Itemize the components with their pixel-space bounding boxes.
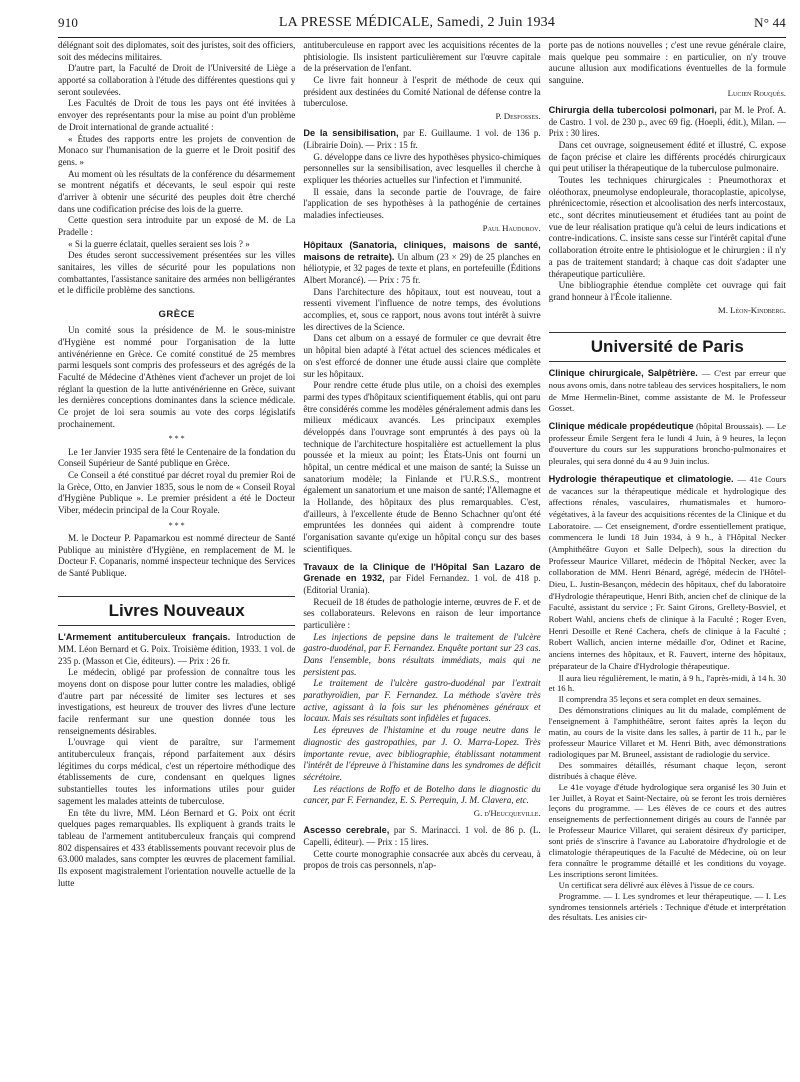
paragraph: Dans cet ouvrage, soigneusement édité et illustré, C. expose de façon précise et claire les différents procédés chirurgicaux qui peut utiliser la thérapeutique de la tuberculose pulmonaire.: [548, 139, 786, 174]
running-head: [58, 8, 786, 38]
paragraph: Des études seront successivement présentées sur les villes sanitaires, les villes de sécurité pour les populations non combattantes, l'assistance sanitaire des armées non belligérantes et le difficile problème des sanctions.: [58, 250, 296, 296]
separator-stars: * * *: [168, 434, 185, 444]
issue-number: N° 44: [754, 15, 786, 30]
book-meta: par S. Marinacci. 1 vol. de 86 p. (L. Capelli, éditeur). — Prix : 15 lires.: [303, 825, 541, 847]
section-title: Livres Nouveaux: [108, 600, 245, 620]
columns: [58, 40, 786, 1078]
notice-entry: [549, 421, 786, 468]
header-rule: [58, 37, 786, 38]
book-entry: [303, 128, 540, 151]
notice-text: (hôpital Broussais). — Le professeur Émile Sergent fera le lundi 4 Juin, à 9 heures, la leçon d'ouverture du cours sur les suppurations broncho-pulmonaires et pleurales, qui sera donné du 4 au 9 Juin inclus.: [548, 421, 786, 467]
paragraph: Programme. — I. Les syndromes et leur thérapeutique. — I. Les syndromes tensionnels artériels : Technique d'étude et interprétation des résultats. Les anisies cir-: [548, 890, 786, 923]
book-title: De la sensibilisation,: [303, 128, 399, 139]
column-2: [303, 40, 540, 1078]
book-entry: [303, 562, 540, 597]
paragraph: délégnant soit des diplomates, soit des juristes, soit des officiers, soit des médecins militaires.: [58, 40, 296, 62]
book-entry: [303, 825, 540, 848]
separator-stars: * * *: [168, 520, 185, 530]
signature: Paul Haudurov.: [482, 222, 541, 233]
paragraph: Le 1er Janvier 1935 sera fêté le Centenaire de la fondation du Conseil Supérieur de Santé publique en Grèce.: [58, 446, 296, 469]
column-3: [549, 40, 786, 1078]
paragraph: Ce livre fait honneur à l'esprit de méthode de ceux qui président aux destinées du Comité National de défense contre la tuberculose.: [303, 75, 541, 109]
paragraph: Les Facultés de Droit de tous les pays ont été invitées à envoyer des représentants pour la mise au point d'un problème de Droit international de grande actualité :: [58, 98, 296, 132]
paragraph: D'autre part, la Faculté de Droit de l'Université de Liège a apporté sa collaboration à l'étude des différentes questions qui y seront soulevées.: [58, 63, 296, 97]
book-title: Travaux de la Clinique de l'Hôpital San Lazaro de Grenade en 1932,: [303, 561, 541, 584]
book-entry: [549, 105, 786, 140]
book-entry: [58, 632, 295, 667]
paragraph: Cette courte monographie consacrée aux abcès du cerveau, à propos de trois cas personnels, n'ap-: [303, 848, 541, 871]
book-meta: par M. le Prof. A. de Castro. 1 vol. de 230 p., avec 69 fig. (Hoepli, édit.), Milan. — Prix : 30 lires.: [548, 104, 786, 139]
book-meta: par E. Guillaume. 1 vol. de 136 p. (Librairie Doin). — Prix : 15 fr.: [303, 128, 541, 150]
book-title: Ascesso cerebrale,: [303, 825, 390, 836]
notice-text: — C'est par erreur que nous avons omis, dans notre tableau des services hospitaliers, le nom de Mme Hermelin-Binet, comme assistante de M. le Professeur Gosset.: [548, 368, 786, 414]
book-title: Chirurgia della tubercolosi polmonari,: [548, 104, 717, 115]
paragraph: Toutes les techniques chirurgicales : Pneumothorax et oléothorax, pneumolyse endopleurale, thoracoplastie, apicolyse, phrénicectomie, résection et alcoolisation des nerfs intercostaux, etc., sont décrites minutieusement et étudiées tant au point de vue de leur réalisation pratique qu'à celui de leurs indications et contre-indications. C. insiste sans cesse sur l'intérêt capital d'une collaboration étroite entre le phtisiologue et le chirurgien : il n'y a pas de traitement standard; à chaque cas doit s'adapter une thérapeutique particulière.: [548, 175, 786, 279]
paragraph: Il essaie, dans la seconde partie de l'ouvrage, de faire l'application de ses hypothèses à la pathogénie de certaines maladies infectieuses.: [303, 186, 541, 221]
signature: Lucien Rouquès.: [727, 87, 786, 98]
paragraph: Pour rendre cette étude plus utile, on a choisi des exemples parmi des types d'hôpitaux scientifiquement établis, qui ont paru être considérés comme les modèles généralement admis dans les milieux médicaux avancés. Les principaux exemples développés dans l'ouvrage sont empruntés à des pays où la technique de l'architecture hospitalière est actuellement la plus poussée et la mieux au point; les États-Unis ont fourni un hôpital, un centre médical et une maison de santé; la Suisse un sanatorium modèle; la Finlande et l'U.R.S.S., montrent également un sanatorium et une maison de santé; l'Allemagne et la Hollande, des hôpitaux des plus remarquables. C'est, d'ailleurs, à l'excellente étude de Benno Schachner qu'ont été empruntées les données qui aident à comprendre toute l'organisation savante qu'exige un hôpital conçu sur des bases scientifiques.: [303, 380, 541, 554]
signature: G. d'Heucqueville.: [473, 807, 541, 818]
journal-title: LA PRESSE MÉDICALE, Samedi, 2 Juin 1934: [278, 15, 556, 30]
paragraph: Les réactions de Roffo et de Botelho dans le diagnostic du cancer, par F. Fernandez, E. S. Perrequin, J. M. Clavera, etc.: [303, 783, 541, 806]
paragraph: Les injections de pepsine dans le traitement de l'ulcère gastro-duodénal, par F. Fernandez. Enquête portant sur 23 cas. Dans l'ensemble, bons résultats immédiats, mais qui ne persistent pas.: [303, 631, 541, 677]
paragraph: « Études des rapports entre les projets de convention de Monaco sur l'humanisation de la guerre et le Droit positif des gens. »: [58, 133, 296, 167]
paragraph: Ce Conseil a été constitué par décret royal du premier Roi de la Grèce, Otto, en Janvier 1835, sous le nom de « Conseil Royal d'Hygiène Publique ». Le premier président a été le Docteur Viber, médecin principal de la Cour Royale.: [58, 469, 296, 515]
paragraph: Le 41e voyage d'étude hydrologique sera organisé les 30 Juin et 1er Juillet, à Royat et Saint-Nectaire, où se feront les trois dernières leçons du programme. — Les élèves de ce cours et des autres enseignements de perfectionnement dirigés au cours de l'année par le Professeur Maurice Villaret, qui seraient désireux d'y participer, sont priés de s'inscrire à l'avance au Laboratoire d'hydrologie et de climatologie thérapeutiques de la Faculté de Médecine, où on leur fera connaître le programme détaillé et les conditions du voyage. Les inscriptions seront limitées.: [548, 781, 786, 879]
paragraph: En tête du livre, MM. Léon Bernard et G. Poix ont écrit quelques pages remarquables. Ils expliquent à grands traits le tableau de l'armement antituberculeux français qui comprend 802 dispensaires et 433 établissements pouvant recevoir plus de 63.000 malades, sans compter les œuvres de placement familial. Ils exposent magistralement l'orientation nouvelle actuelle de la lutte: [58, 807, 296, 888]
book-title: L'Armement antituberculeux français.: [58, 632, 231, 643]
notice-title: Clinique chirurgicale, Salpêtrière.: [548, 368, 698, 379]
notice-title: Hydrologie thérapeutique et climatologie.: [548, 473, 734, 484]
signature: M. Léon-Kindberg.: [717, 304, 786, 315]
paragraph: L'ouvrage qui vient de paraître, sur l'armement antituberculeux français, répond parfaitement aux désirs légitimes du corps médical, c'est un répertoire méthodique des établissements de cure, condensant en quelques lignes substantielles toutes les informations utiles pour guider sagement les malades atteints de tuberculose.: [58, 737, 296, 806]
book-meta: par Fidel Fernandez. 1 vol. de 418 p. (Editorial Urania).: [303, 573, 541, 595]
book-meta: Un album (23 × 29) de 25 planches en héliotypie, et 32 pages de texte et plans, en portefeuille (Éditions Albert Morancé). — Prix : 75 fr.: [303, 251, 541, 286]
paragraph: Il aura lieu régulièrement, le matin, à 9 h., l'après-midi, à 14 h. 30 et 16 h.: [548, 672, 786, 694]
paragraph: Le médecin, obligé par profession de connaître tous les moyens dont on dispose pour lutter contre les maladies, obligé d'autre part par nécessité de limiter ses lectures et ses investigations, est heureux de trouver des livres d'une lecture facile renfermant sur une question donnée tous les renseignements désirables.: [58, 667, 296, 736]
signature: P. Desfosses.: [495, 111, 541, 122]
paragraph: Des démonstrations cliniques au lit du malade, complément de l'enseignement à l'amphithéâtre, seront faites après la leçon du matin, au cours de la visite dans les salles, à partir de 11 h., par le professeur Maurice Villaret et M. Henri Bith, avec démonstrations radiologiques par M. Bruneel, assistant de radiologie du service.: [548, 705, 786, 759]
section-title: Université de Paris: [590, 336, 744, 356]
paragraph: Le traitement de l'ulcère gastro-duodénal par l'extrait parathyroïdien, par F. Fernandez. La méthode s'avère très active, agissant à la fois sur les phénomènes généraux et locaux. Mais ses résultats sont infidèles et fugaces.: [303, 678, 541, 724]
paragraph: Au moment où les résultats de la conférence du désarmement se montrent négatifs et décevants, le seul espoir qui reste d'arriver à obtenir une sécurité des peuples doit être cherché dans une codification précise des lois de la guerre.: [58, 168, 296, 214]
paragraph: « Si la guerre éclatait, quelles seraient ses lois ? »: [68, 238, 250, 249]
paragraph: M. le Docteur P. Papamarkou est nommé directeur de Santé Publique au ministère d'Hygiène, en remplacement de M. le Docteur F. Copanaris, nommé inspecteur technique des Services de Santé Publique.: [58, 532, 296, 578]
section-heading-livres: [58, 596, 295, 627]
paragraph: Un certificat sera délivré aux élèves à l'issue de ce cours.: [558, 879, 755, 890]
notice-entry: [549, 368, 786, 415]
paragraph: Des sommaires détaillés, résumant chaque leçon, seront distribués à chaque élève.: [548, 759, 786, 781]
paragraph: antituberculeuse en rapport avec les acquisitions récentes de la phtisiologie. Ils insistent particulièrement sur l'œuvre capitale de la préservation de l'enfant.: [303, 40, 541, 74]
paragraph: Cette question sera introduite par un exposé de M. de La Pradelle :: [58, 215, 296, 237]
paragraph: Une bibliographie étendue complète cet ouvrage qui fait grand honneur à l'École italienne.: [548, 280, 786, 302]
notice-title: Clinique médicale propédeutique: [548, 421, 694, 432]
paragraph: G. développe dans ce livre des hypothèses physico-chimiques personnelles sur la sensibilisation, avec lesquelles il cherche à expliquer les théories actuelles sur l'infection et l'immunité.: [303, 151, 541, 186]
paragraph: Recueil de 18 études de pathologie interne, œuvres de F. et de ses collaborateurs. Relevons en raison de leur importance particulière :: [303, 596, 541, 630]
paragraph: Il comprendra 35 leçons et sera complet en deux semaines.: [558, 694, 762, 705]
section-heading-universite: [549, 332, 786, 363]
book-entry: [303, 240, 540, 287]
paragraph: Dans cet album on a essayé de formuler ce que devrait être un hôpital bien adapté à l'état actuel des sciences médicales et on s'est efforcé de donner une étude aussi claire que complète sur les hôpitaux.: [303, 333, 541, 379]
country-heading: GRÈCE: [158, 309, 195, 321]
paragraph: Dans l'architecture des hôpitaux, tout est nouveau, tout a ressenti vivement l'influence de notre temps, des évolutions accomplies, et, sous ce rapport, nous avons tout intérêt à suivre les directives de la Science.: [303, 286, 541, 332]
book-title: Hôpitaux (Sanatoria, cliniques, maisons de santé, maisons de retraite).: [303, 239, 541, 262]
page-number: 910: [58, 15, 79, 30]
column-1: [58, 40, 295, 1078]
notice-entry: [549, 474, 786, 673]
book-meta: Introduction de MM. Léon Bernard et G. Poix. Troisième édition, 1933. 1 vol. de 235 p. (Masson et Cie, éditeurs). — Prix : 26 fr.: [58, 632, 296, 666]
paragraph: Les épreuves de l'histamine et du rouge neutre dans le diagnostic des gastropathies, par J. O. Marra-Lopez. Très importante revue, avec bibliographie, établissant notamment l'intérêt de l'épreuve à l'histamine dans les syndromes de déficit sécrétoire.: [303, 725, 541, 782]
paragraph: porte pas de notions nouvelles ; c'est une revue générale claire, mais quelque peu sommaire : en particulier, on n'y trouve aucune allusion aux modifications éventuelles de la formule sanguine.: [548, 40, 786, 86]
notice-text: — 41e Cours de vacances sur la thérapeutique médicale et hydrologique des affections rénales, vasculaires, rhumatismales et humoro-végétatives, à la faveur des acquisitions récentes de la Clinique et du Laboratoire. — Cet enseignement, d'ordre essentiellement pratique, commencera le lundi 18 Juin 1934, à 9 h., à l'Hôpital Necker (Amphithéâtre Guyon et Salle Delpech), sous la direction du Professeur Maurice Villaret, médecin de l'hôpital Necker, avec la collaboration de MM. Henri Bénard, agrégé, médecin de l'Hôtel-Dieu, L. Justin-Besançon, médecin des hôpitaux, chef du laboratoire d'Hydrologie thérapeutique, Henri Bith, ancien chef de clinique de la Faculté, assistant du service ; Fr. Saint Girons, Grellety-Bosviel, et Robert Wahl, anciens chefs de clinique à la Faculté ; Roger Even, Henri Desoille et René Cachera, chefs de clinique à la Faculté ; Robert Wallich, ancien interne médaille d'or, Odinet et Racine, anciens internes des hôpitaux, et R. Fauvert, interne des hôpitaux, préparateur de la Chaire d'Hydrologie thérapeutique.: [548, 473, 786, 671]
paragraph: Un comité sous la présidence de M. le sous-ministre d'Hygiène est nommé pour l'organisation de la lutte antivénérienne en Grèce. Ce comité constitué de 25 membres parmi lesquels sont compris des professeurs et des agrégés de la Faculté de Médecine d'Athènes vient d'achever un projet de loi réglant la question de la lutte antivénérienne en Grèce, suivant les dernières conceptions dominantes dans la science médicale. Ce projet de loi sera soumis au vote des corps législatifs prochainement.: [58, 325, 296, 429]
